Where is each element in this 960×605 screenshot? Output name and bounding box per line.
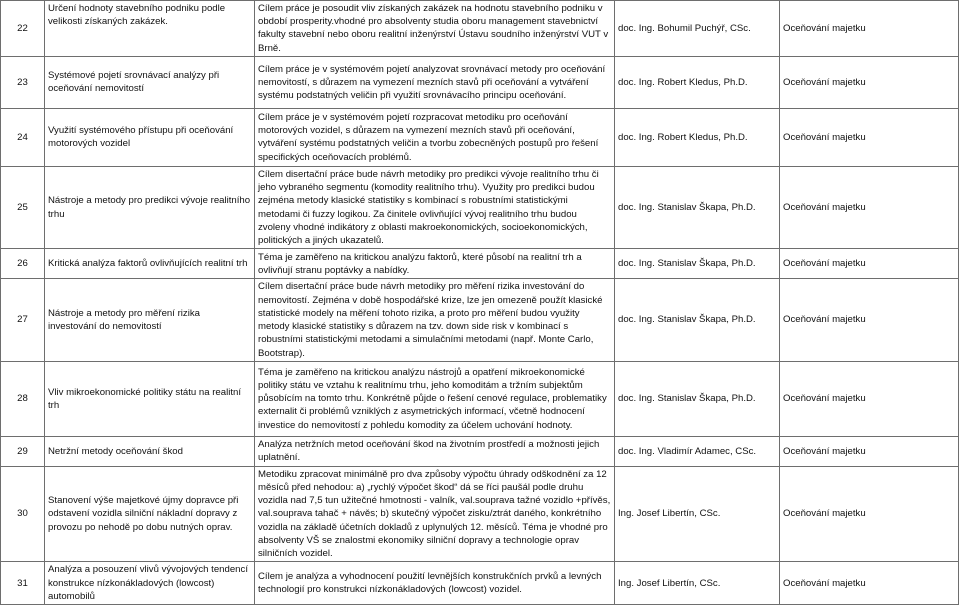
table-row [1,436,959,466]
department: Oceňování majetku [780,562,959,605]
table-row [1,279,959,361]
row-number: 22 [1,1,45,57]
topic-title: Kritická analýza faktorů ovlivňujících realitní trh [45,249,255,279]
department: Oceňování majetku [780,249,959,279]
supervisor: doc. Ing. Stanislav Škapa, Ph.D. [615,249,780,279]
supervisor: doc. Ing. Stanislav Škapa, Ph.D. [615,279,780,361]
topic-title: Vliv mikroekonomické politiky státu na realitní trh [45,361,255,436]
department: Oceňování majetku [780,361,959,436]
topic-description: Cílem je analýza a vyhodnocení použití levnějších konstrukčních prvků a levných technologií pro konstrukci nízkonákladových (lowcost) vozidel. [255,562,615,605]
table-row [1,166,959,248]
table-row [1,108,959,166]
topic-title: Využití systémového přístupu při oceňování motorových vozidel [45,108,255,166]
topic-description: Téma je zaměřeno na kritickou analýzu faktorů, které působí na realitní trh a ovlivňují stranu poptávky a nabídky. [255,249,615,279]
topic-description: Metodiku zpracovat minimálně pro dva způsoby výpočtu úhrady odškodnění za 12 měsíců před nehodou: a) „rychlý výpočet škod“ dá se říci paušál podle druhu vozidla nad 7,5 tun užitečné hmotnosti - valník, val.souprava tažné vozidlo +přívěs, val.souprava tahač + návěs; b) skutečný výpočet zisku/ztrát daného, konkrétního vozidla na základě účetních dokladů z uplynulých 12. měsíců. Téma je vhodné pro absolventy VŠ se znalostmi ekonomiky silniční dopravy a technologie oprav silničních vozidel. [255,466,615,562]
topic-description: Cílem práce je v systémovém pojetí analyzovat srovnávací metody pro oceňování nemovitostí, s důrazem na vymezení mezních stavů při oceňování a vytváření systému podstatných veličin při využití srovnávacího principu oceňování. [255,56,615,108]
row-number: 26 [1,249,45,279]
department: Oceňování majetku [780,108,959,166]
supervisor: doc. Ing. Robert Kledus, Ph.D. [615,56,780,108]
supervisor: doc. Ing. Robert Kledus, Ph.D. [615,108,780,166]
topic-title: Stanovení výše majetkové újmy dopravce při odstavení vozidla silniční nákladní dopravy z provozu po nehodě po dobu nutných oprav. [45,466,255,562]
topic-title: Nástroje a metody pro měření rizika investování do nemovitostí [45,279,255,361]
row-number: 25 [1,166,45,248]
supervisor: doc. Ing. Stanislav Škapa, Ph.D. [615,166,780,248]
row-number: 28 [1,361,45,436]
department: Oceňování majetku [780,466,959,562]
table-row [1,361,959,436]
department: Oceňování majetku [780,1,959,57]
topic-title: Analýza a posouzení vlivů vývojových tendencí konstrukce nízkonákladových (lowcost) automobilů [45,562,255,605]
table-row [1,249,959,279]
table-row [1,1,959,57]
topic-description: Cílem práce je v systémovém pojetí rozpracovat metodiku pro oceňování motorových vozidel, s důrazem na vymezení mezních stavů při oceňování, vytváření systému podstatných veličin a tvorbu zobecněných postupů pro řešení specifických oceňovacích problémů. [255,108,615,166]
topic-title: Určení hodnoty stavebního podniku podle velikosti získaných zakázek. [45,1,255,57]
topic-description: Téma je zaměřeno na kritickou analýzu nástrojů a opatření mikroekonomické politiky státu ve vztahu k realitnímu trhu, jeho komoditám a tržním subjektům působícím na tomto trhu. Konkrétně půjde o řešení cenové regulace, problematiky externalit či problémů vzniklých z asymetrických informací, včetně hodnocení investice do nemovitostí z pohledu komodity za účelem uchování hodnoty. [255,361,615,436]
row-number: 27 [1,279,45,361]
row-number: 30 [1,466,45,562]
supervisor: Ing. Josef Libertín, CSc. [615,466,780,562]
topic-title: Nástroje a metody pro predikci vývoje realitního trhu [45,166,255,248]
department: Oceňování majetku [780,279,959,361]
supervisor: doc. Ing. Stanislav Škapa, Ph.D. [615,361,780,436]
table-row [1,562,959,605]
topic-description: Cílem disertační práce bude návrh metodiky pro predikci vývoje realitního trhu či jeho vybraného segmentu (komodity realitního trhu). Využity pro predikci budou zejména metody klasické statistiky s kombinací s robustními statistickými metodami či fuzzy logikou. Za činitele ovlivňující vývoj realitního trhu budou zvoleny vhodné indikátory z oblasti makroekonomických, socioekonomických, politických a jiných ukazatelů. [255,166,615,248]
topic-title: Netržní metody oceňování škod [45,436,255,466]
table-row [1,466,959,562]
row-number: 29 [1,436,45,466]
topic-description: Cílem práce je posoudit vliv získaných zakázek na hodnotu stavebního podniku v období prosperity.vhodné pro absolventy studia oboru management stavebnictví fakulty stavební nebo oboru realitní inženýrství Ústavu soudního inženýrství VUT v Brně. [255,1,615,57]
topic-description: Analýza netržních metod oceňování škod na životním prostředí a možnosti jejich uplatnění. [255,436,615,466]
department: Oceňování majetku [780,436,959,466]
row-number: 24 [1,108,45,166]
topic-title: Systémové pojetí srovnávací analýzy při oceňování nemovitostí [45,56,255,108]
table-row [1,56,959,108]
supervisor: doc. Ing. Bohumil Puchýř, CSc. [615,1,780,57]
row-number: 23 [1,56,45,108]
supervisor: Ing. Josef Libertín, CSc. [615,562,780,605]
department: Oceňování majetku [780,166,959,248]
supervisor: doc. Ing. Vladimír Adamec, CSc. [615,436,780,466]
topic-description: Cílem disertační práce bude návrh metodiky pro měření rizika investování do nemovitostí. Zejména v době hospodářské krize, lze jen omezeně použít klasické statistické modely na měření tohoto rizika, a proto pro měření budou využity metody klasické statistiky s důrazem na tzv. down side risk v kombinací s robustními statistickými metodami a simulačními metodami (např. Monte Carlo, Bootstrap). [255,279,615,361]
row-number: 31 [1,562,45,605]
department: Oceňování majetku [780,56,959,108]
